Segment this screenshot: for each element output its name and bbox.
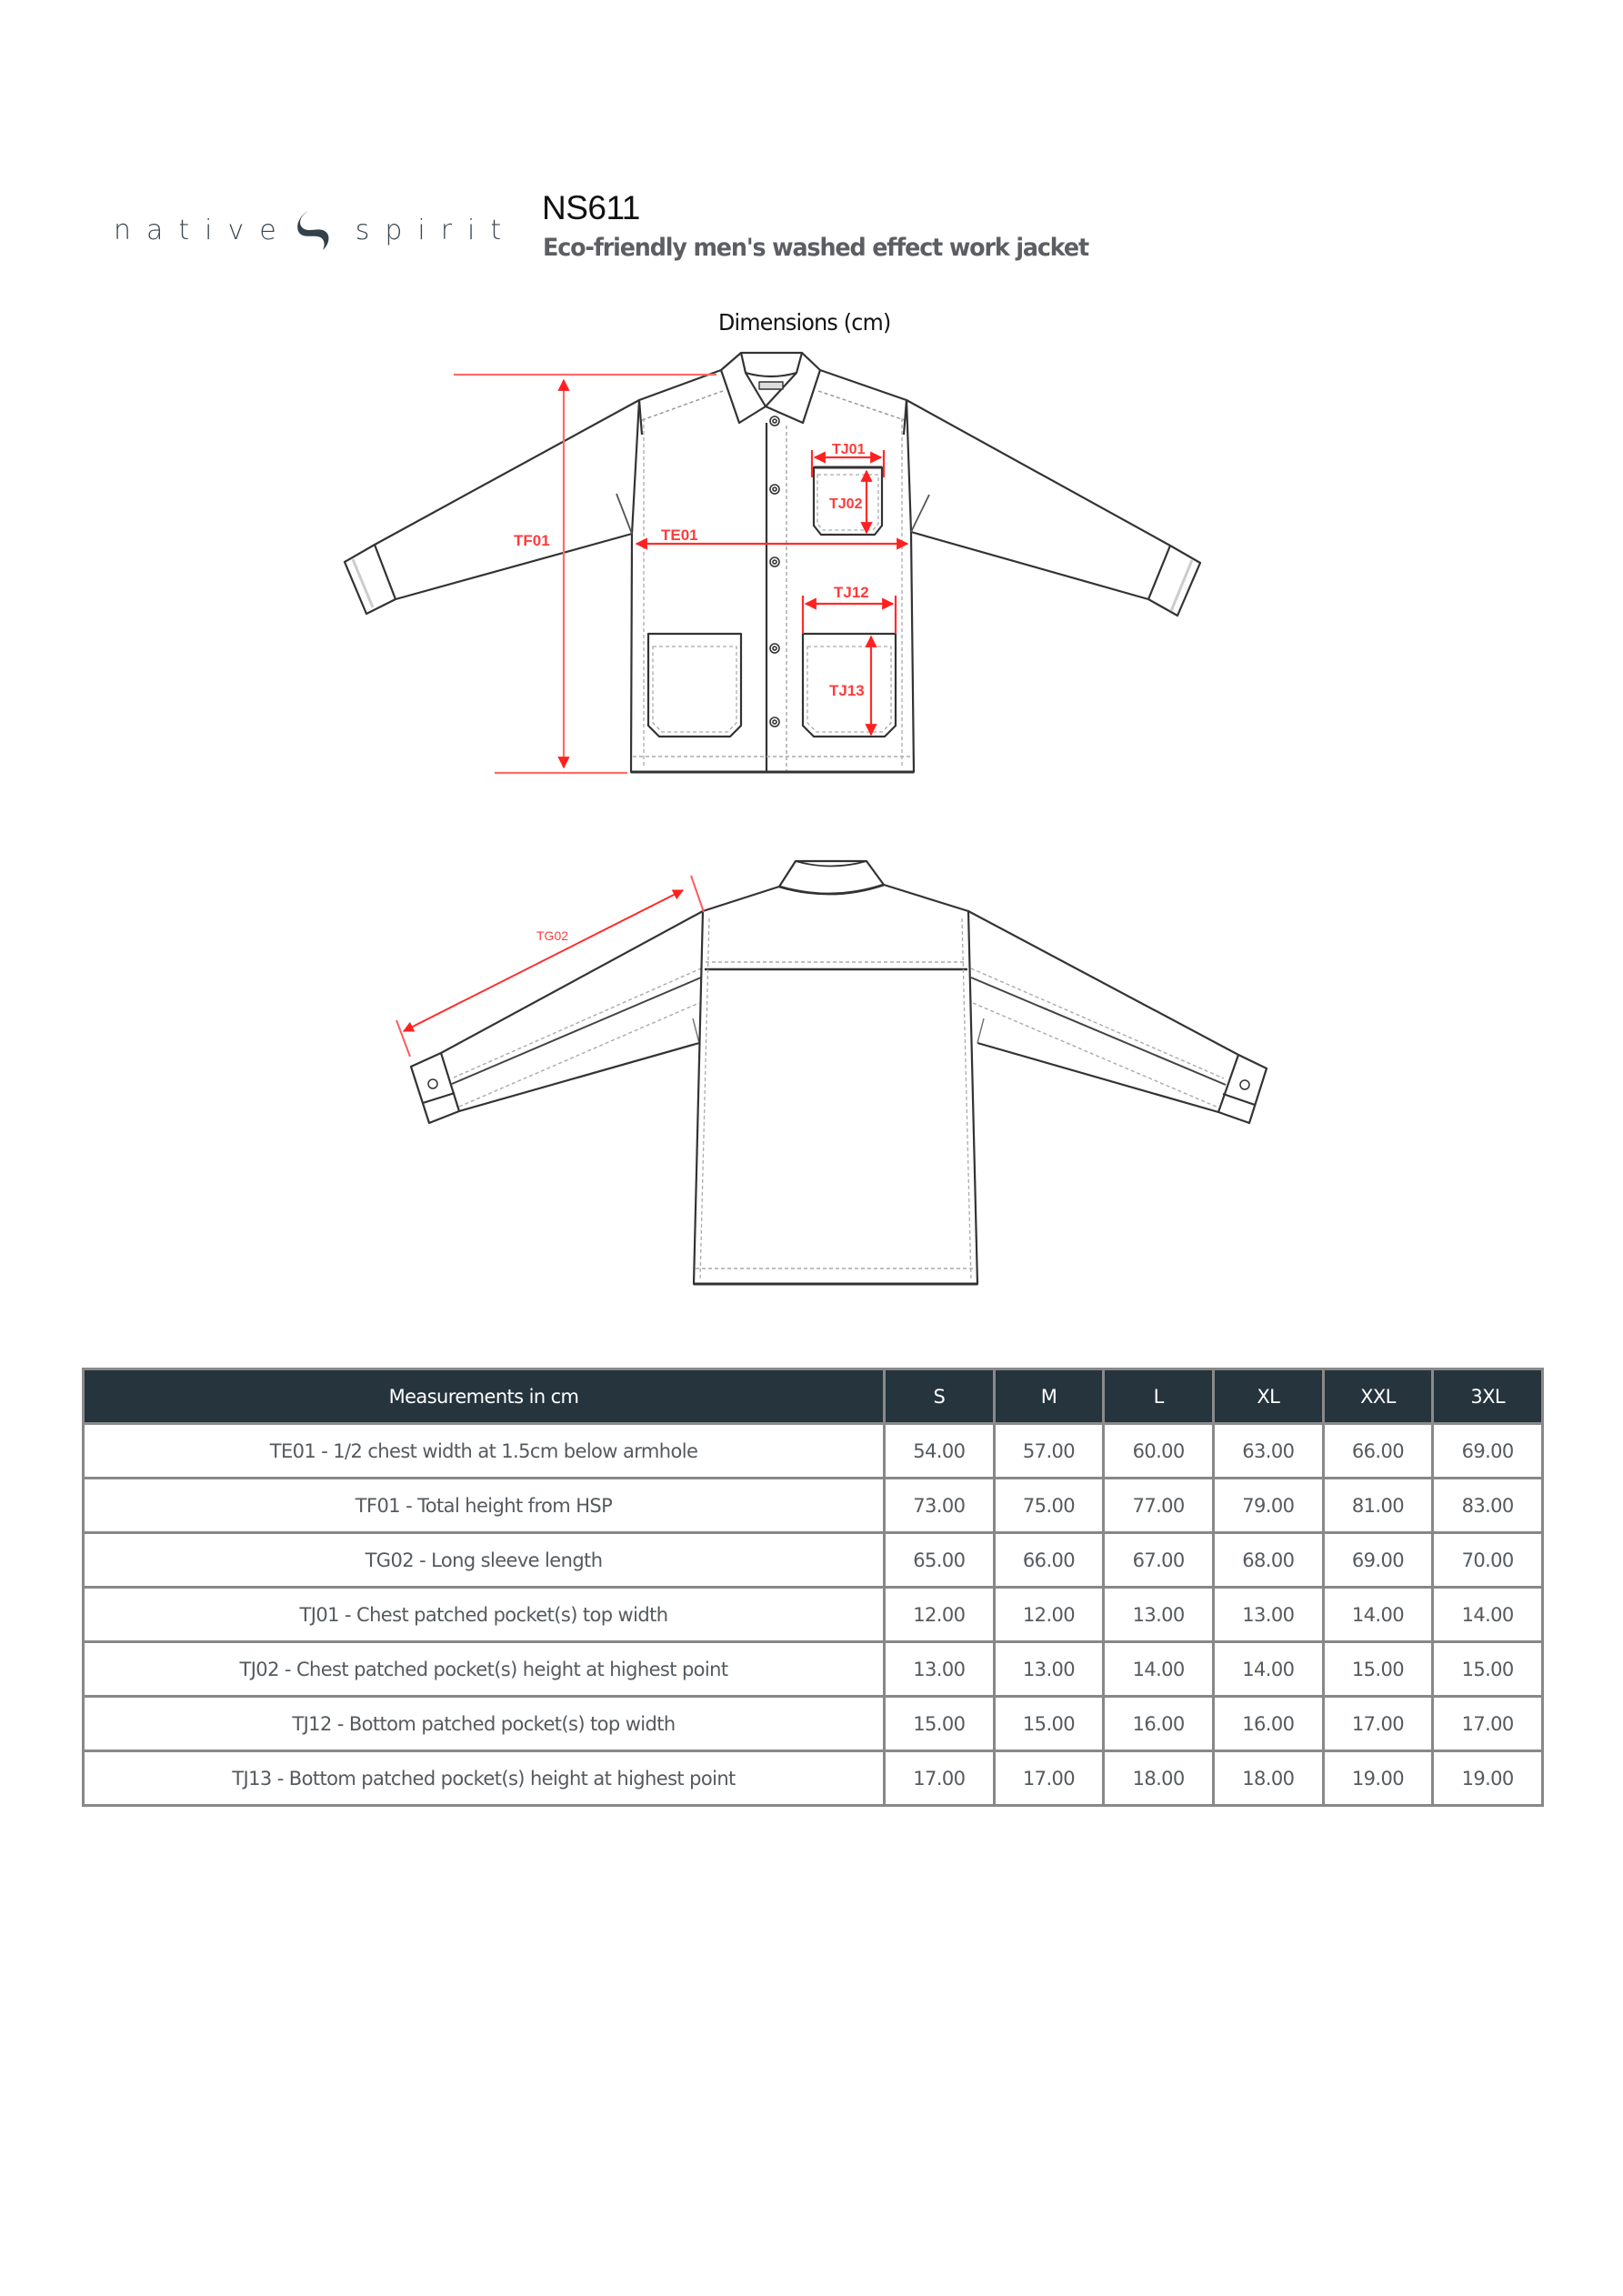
brand-word-native: native (114, 214, 292, 246)
cell-value: 66.00 (1323, 1424, 1433, 1479)
cell-value: 13.00 (1104, 1588, 1214, 1642)
table-row (84, 1697, 1543, 1751)
label-te01: TE01 (661, 526, 698, 544)
label-tj02: TJ02 (829, 496, 863, 512)
diagram-title: Dimensions (cm) (718, 309, 891, 336)
cell-value: 15.00 (885, 1697, 995, 1751)
measurement-label: TF01 - Total height from HSP (84, 1479, 885, 1533)
cell-value: 69.00 (1323, 1533, 1433, 1588)
table-header-row (84, 1369, 1543, 1424)
table-row (84, 1533, 1543, 1588)
column-header-m: M (994, 1369, 1104, 1424)
cell-value: 18.00 (1104, 1751, 1214, 1806)
label-tj12: TJ12 (834, 584, 869, 601)
cell-value: 67.00 (1104, 1533, 1214, 1588)
column-header-3xl: 3XL (1433, 1369, 1543, 1424)
cell-value: 68.00 (1213, 1533, 1323, 1588)
cell-value: 13.00 (885, 1642, 995, 1697)
table-row (84, 1424, 1543, 1479)
cell-value: 14.00 (1323, 1588, 1433, 1642)
column-header-l: L (1104, 1369, 1214, 1424)
cell-value: 14.00 (1104, 1642, 1214, 1697)
cell-value: 17.00 (885, 1751, 995, 1806)
back-jacket-drawing (411, 861, 1267, 1284)
front-jacket-drawing (345, 353, 1200, 772)
cell-value: 13.00 (1213, 1588, 1323, 1642)
cell-value: 14.00 (1433, 1588, 1543, 1642)
cell-value: 15.00 (1433, 1642, 1543, 1697)
cell-value: 81.00 (1323, 1479, 1433, 1533)
brand-word-spirit: spirit (355, 214, 517, 246)
measurement-label: TJ02 - Chest patched pocket(s) height at highest point (84, 1642, 885, 1697)
table-row (84, 1642, 1543, 1697)
cell-value: 83.00 (1433, 1479, 1543, 1533)
cell-value: 77.00 (1104, 1479, 1214, 1533)
measurement-label: TG02 - Long sleeve length (84, 1533, 885, 1588)
cell-value: 15.00 (994, 1697, 1104, 1751)
product-code: NS611 (542, 189, 640, 226)
table-row (84, 1751, 1543, 1806)
cell-value: 70.00 (1433, 1533, 1543, 1588)
column-header-xxl: XXL (1323, 1369, 1433, 1424)
measurement-label: TJ12 - Bottom patched pocket(s) top width (84, 1697, 885, 1751)
cell-value: 54.00 (885, 1424, 995, 1479)
table-row (84, 1588, 1543, 1642)
cell-value: 17.00 (1323, 1697, 1433, 1751)
measurement-label: TJ13 - Bottom patched pocket(s) height at highest point (84, 1751, 885, 1806)
cell-value: 18.00 (1213, 1751, 1323, 1806)
measurement-label: TE01 - 1/2 chest width at 1.5cm below armhole (84, 1424, 885, 1479)
size-chart-table (82, 1368, 1544, 1807)
cell-value: 79.00 (1213, 1479, 1323, 1533)
cell-value: 12.00 (994, 1588, 1104, 1642)
cell-value: 15.00 (1323, 1642, 1433, 1697)
table-row (84, 1479, 1543, 1533)
cell-value: 66.00 (994, 1533, 1104, 1588)
product-name: Eco-friendly men's washed effect work jacket (543, 234, 1088, 262)
cell-value: 19.00 (1323, 1751, 1433, 1806)
cell-value: 75.00 (994, 1479, 1104, 1533)
cell-value: 12.00 (885, 1588, 995, 1642)
cell-value: 73.00 (885, 1479, 995, 1533)
cell-value: 13.00 (994, 1642, 1104, 1697)
label-tj13: TJ13 (829, 682, 865, 699)
measurement-label: TJ01 - Chest patched pocket(s) top width (84, 1588, 885, 1642)
label-tg02: TG02 (536, 928, 569, 943)
cell-value: 17.00 (994, 1751, 1104, 1806)
cell-value: 57.00 (994, 1424, 1104, 1479)
column-header-s: S (885, 1369, 995, 1424)
label-tj01: TJ01 (832, 442, 866, 457)
cell-value: 17.00 (1433, 1697, 1543, 1751)
cell-value: 14.00 (1213, 1642, 1323, 1697)
cell-value: 16.00 (1213, 1697, 1323, 1751)
cell-value: 19.00 (1433, 1751, 1543, 1806)
column-header-measurement: Measurements in cm (84, 1369, 885, 1424)
cell-value: 60.00 (1104, 1424, 1214, 1479)
cell-value: 65.00 (885, 1533, 995, 1588)
cell-value: 69.00 (1433, 1424, 1543, 1479)
label-tf01: TF01 (514, 532, 550, 549)
cell-value: 63.00 (1213, 1424, 1323, 1479)
column-header-xl: XL (1213, 1369, 1323, 1424)
cell-value: 16.00 (1104, 1697, 1214, 1751)
